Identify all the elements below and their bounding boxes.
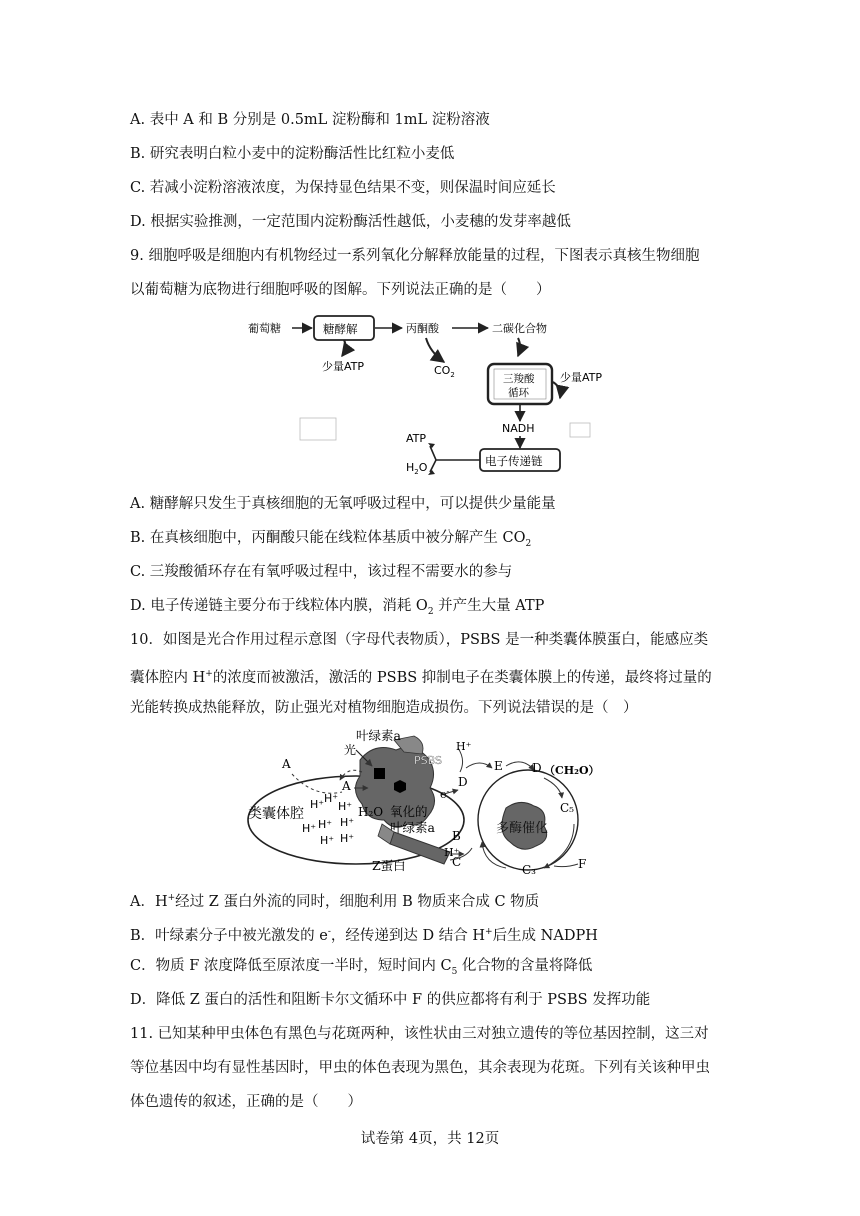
substance-f-label: F (578, 857, 587, 871)
q10-option-b (130, 922, 598, 946)
q10-option-b-sup1: - (327, 927, 331, 937)
q9-option-d-text-end: 并产生大量 ATP (433, 598, 545, 614)
electron-sup: - (446, 787, 450, 796)
photosynthesis-diagram (244, 728, 624, 882)
q10-stem-line2-sup: + (205, 669, 213, 679)
pyruvate-label: 丙酮酸 (406, 322, 439, 335)
q10-option-c-start: C．物质 F 浓度降低至原浓度一半时，短时间内 C (130, 958, 452, 974)
q10-stem-line1: 10．如图是光合作用过程示意图（字母代表物质），PSBS 是一种类囊体膜蛋白，能感应类 (130, 632, 709, 648)
q10-option-c (130, 956, 592, 982)
q10-option-a-end: 经过 Z 蛋白外流的同时，细胞利用 B 物质来合成 C 物质 (175, 893, 540, 910)
h-ion-8: H⁺ (320, 834, 335, 847)
light-label: 光 (344, 743, 357, 757)
q9-option-d (130, 596, 544, 622)
q10-option-b-start: B．叶绿素分子中被光激发的 e (130, 927, 328, 944)
q9-option-b-subscript: 2 (525, 538, 532, 549)
q8-option-d: D. 根据实验推测，一定范围内淀粉酶活性越低，小麦穗的发芽率越低 (130, 214, 571, 230)
substance-a-inside-label: A (342, 779, 351, 793)
substance-a-outside-label: A (282, 757, 291, 771)
q8-option-a: A. 表中 A 和 B 分别是 0.5mL 淀粉酶和 1mL 淀粉溶液 (130, 112, 490, 128)
q10-option-a (130, 888, 539, 912)
h2o-o: O (418, 461, 428, 474)
q11-stem-line1: 11. 已知某种甲虫体色有黑色与花斑两种，该性状由三对独立遗传的等位基因控制，这三对 (130, 1026, 709, 1042)
q9-option-b (130, 528, 531, 554)
c3-label: C₃ (522, 863, 536, 877)
atp-label: ATP (406, 432, 427, 445)
h-ion-7: H⁺ (340, 832, 355, 845)
h-ion-top: H⁺ (456, 740, 472, 753)
q9-option-b-text: B. 在真核细胞中，丙酮酸只能在线粒体基质中被分解产生 CO (130, 530, 526, 546)
h-ion-1: H⁺ (310, 798, 325, 811)
h-ion-2: H⁺ (324, 792, 339, 805)
q10-option-b-sup2: + (485, 927, 493, 937)
c5-label: C₅ (560, 801, 574, 815)
carbohydrate-label: （CH₂O） (544, 764, 600, 777)
q10-stem-line2-start: 囊体腔内 H (130, 669, 206, 686)
oxidized-chlorophyll-line1: 氧化的 (390, 804, 428, 819)
q9-stem-line1: 9. 细胞呼吸是细胞内有机物经过一系列氧化分解释放能量的过程，下图表示真核生物细胞 (130, 248, 700, 264)
q11-stem-line3: 体色遗传的叙述，正确的是（ ） (130, 1094, 362, 1110)
h2o-h: H (406, 461, 415, 474)
tca-cycle-line2: 循环 (508, 387, 529, 399)
substance-d-label-1: D (458, 775, 468, 789)
h-ion-6: H⁺ (340, 816, 355, 829)
q10-stem-line2-end: 的浓度而被激活，激活的 PSBS 抑制电子在类囊体膜上的传递，最终将过量的 (212, 669, 712, 686)
substance-d-label-2: D (532, 761, 542, 775)
atp-small-2-label: 少量ATP (560, 371, 603, 384)
q9-option-d-subscript: 2 (427, 606, 434, 617)
q11-stem-line2: 等位基因中均有显性基因时，甲虫的体色表现为黑色，其余表现为花斑。下列有关该种甲虫 (130, 1060, 710, 1076)
glycolysis-label: 糖酵解 (323, 322, 358, 336)
glucose-label: 葡萄糖 (248, 322, 281, 335)
svg-text:CO2 (434, 364, 455, 379)
q10-option-b-end: 后生成 NADPH (492, 927, 598, 944)
h-ion-bottom: H⁺ (444, 846, 460, 859)
h-ion-3: H⁺ (338, 800, 353, 813)
h2o-subscript: 2 (414, 468, 419, 476)
q10-stem-line2 (130, 664, 712, 688)
q10-option-c-sub: 5 (451, 966, 458, 977)
chlorophyll-square-icon (374, 768, 385, 779)
q9-option-a: A. 糖酵解只发生于真核细胞的无氧呼吸过程中，可以提供少量能量 (130, 496, 556, 512)
substance-c-label: C (452, 855, 462, 869)
q8-option-b: B. 研究表明白粒小麦中的淀粉酶活性比红粒小麦低 (130, 146, 455, 162)
q10-stem-line3: 光能转换成热能释放，防止强光对植物细胞造成损伤。下列说法错误的是（ ） (130, 700, 638, 716)
substance-b-label: B (452, 829, 461, 843)
chlorophyll-a-label: 叶绿素a (356, 728, 401, 743)
co2-subscript: 2 (450, 371, 455, 379)
h-ion-5: H⁺ (318, 818, 333, 831)
oxidized-chlorophyll-line2: 叶绿素a (390, 820, 435, 835)
water-label: H₂O (358, 805, 384, 819)
h-ion-4: H⁺ (302, 822, 317, 835)
svg-text:H2O (406, 461, 428, 476)
two-carbon-compound-label: 二碳化合物 (492, 322, 547, 335)
q10-option-d: D．降低 Z 蛋白的活性和阻断卡尔文循环中 F 的供应都将有利于 PSBS 发挥功能 (130, 992, 651, 1008)
q9-stem-line2: 以葡萄糖为底物进行细胞呼吸的图解。下列说法正确的是（ ） (130, 282, 551, 298)
tca-cycle-line1: 三羧酸 (503, 373, 535, 385)
nadh-label: NADH (502, 422, 535, 435)
co2-label: CO (434, 364, 451, 377)
thylakoid-lumen-label: 类囊体腔 (248, 806, 304, 822)
q8-option-c: C. 若减小淀粉溶液浓度，为保持显色结果不变，则保温时间应延长 (130, 180, 556, 196)
q10-option-c-end: 化合物的含量将降低 (457, 958, 593, 974)
electron-transport-chain-label: 电子传递链 (485, 454, 543, 468)
q10-option-b-mid: ，经传递到达 D 结合 H (330, 927, 486, 944)
atp-small-1-label: 少量ATP (322, 360, 365, 373)
q10-option-a-start: A．H (130, 893, 168, 910)
respiration-diagram (240, 308, 620, 480)
q9-option-c: C. 三羧酸循环存在有氧呼吸过程中，该过程不需要水的参与 (130, 564, 513, 580)
z-protein-label: Z蛋白 (372, 858, 406, 873)
electron-label: e (440, 788, 447, 801)
multi-enzyme-label: 多酶催化 (496, 821, 549, 836)
page-footer: 试卷第 4页，共 12页 (360, 1131, 500, 1147)
substance-e-label: E (494, 759, 503, 773)
q9-option-d-text: D. 电子传递链主要分布于线粒体内膜，消耗 O (130, 598, 428, 614)
q10-option-a-sup: + (167, 893, 176, 903)
psbs-label: PSBS (414, 754, 442, 767)
